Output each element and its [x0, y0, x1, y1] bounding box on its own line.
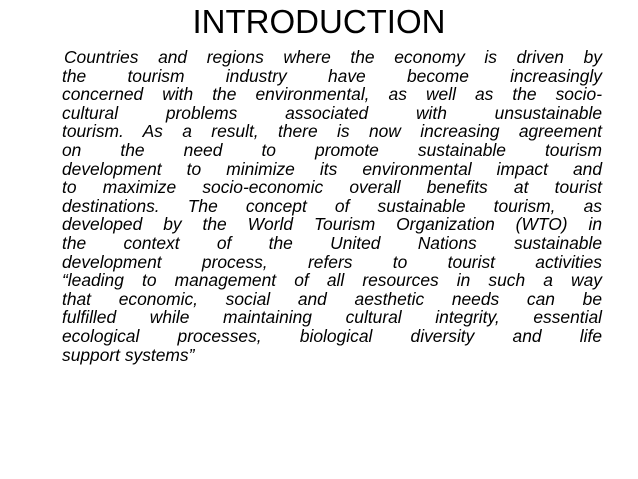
body-line: support systems”	[62, 344, 195, 365]
body-line: cultural problems associated with unsustainable	[62, 102, 602, 123]
body-line: Countries and regions where the economy is driven by	[64, 47, 602, 67]
body-line: the tourism industry have become increasingly	[62, 65, 602, 86]
body-line: tourism. As a result, there is now increasing agreement	[62, 121, 602, 142]
body-line: ecological processes, biological diversity and life	[62, 325, 602, 346]
body-line: development to minimize its environmental impact and	[62, 158, 602, 179]
body-line: development process, refers to tourist activities	[62, 251, 602, 272]
body-line: the context of the United Nations sustainable	[62, 232, 602, 253]
body-line: to maximize socio-economic overall benefits at tourist	[62, 177, 602, 198]
body-line: “leading to management of all resources in such a way	[62, 270, 602, 291]
body-line: on the need to promote sustainable tourism	[62, 139, 602, 160]
body-line: developed by the World Tourism Organization (WTO) in	[62, 214, 602, 235]
body-line: that economic, social and aesthetic needs can be	[62, 288, 602, 309]
body-line: fulfilled while maintaining cultural integrity, essential	[62, 307, 602, 328]
slide-title: INTRODUCTION	[192, 3, 446, 40]
body-line: concerned with the environmental, as well as the socio-	[62, 84, 602, 105]
body-line: destinations. The concept of sustainable tourism, as	[62, 195, 602, 216]
body-text	[62, 48, 602, 364]
